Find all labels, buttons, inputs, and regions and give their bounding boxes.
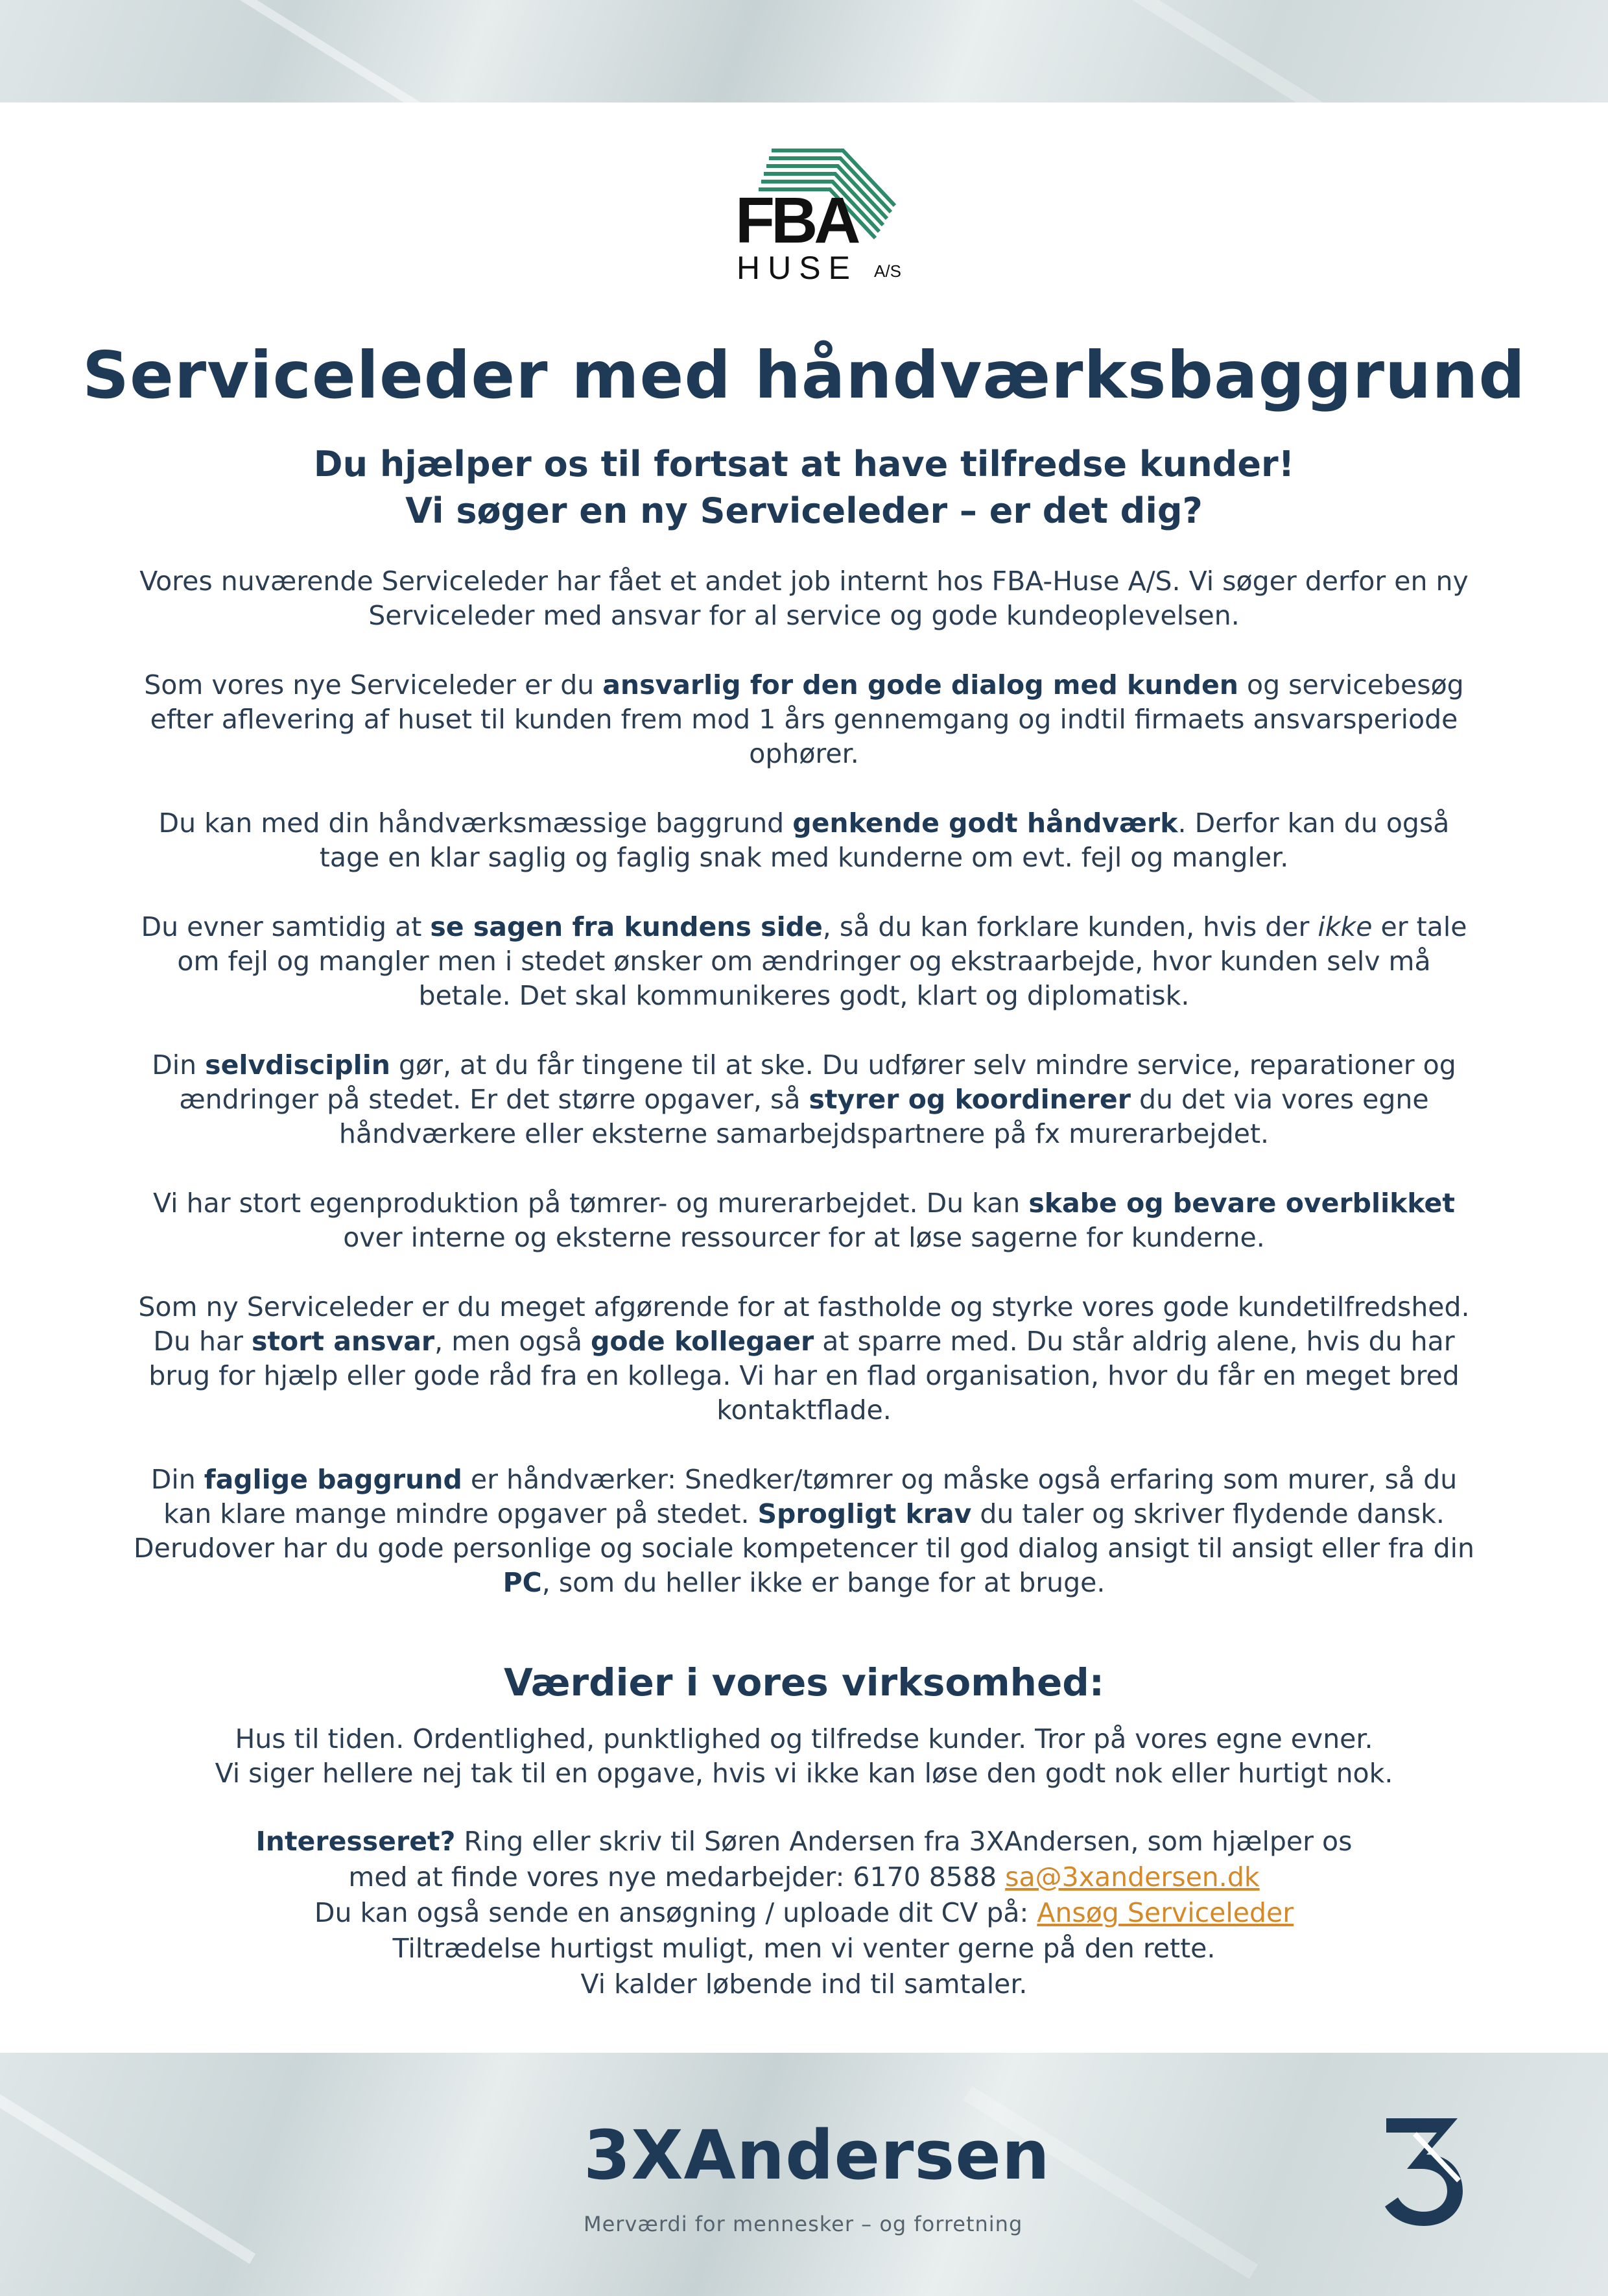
paragraph-emphasis: PC <box>503 1567 542 1598</box>
paragraph-text: er håndværker: Snedker/tømrer og måske også erfaring som murer, så du kan klare mange mindre opgaver på stedet. <box>163 1464 1458 1529</box>
paragraph-text: Som ny Serviceleder er du meget afgørende for at fastholde og styrke vores gode kundetilfredshed. Du har <box>138 1291 1470 1357</box>
paragraph-emphasis: styrer og koordinerer <box>809 1084 1131 1115</box>
contact-phone-text: med at finde vores nye medarbejder: 6170 8588 <box>348 1861 1006 1893</box>
logo-fba-text: FBA <box>735 184 857 257</box>
job-description <box>130 564 1478 1635</box>
interview-text: Vi kalder løbende ind til samtaler. <box>580 1968 1028 2000</box>
paragraph-emphasis: faglige baggrund <box>204 1464 462 1495</box>
apply-link[interactable]: Ansøg Serviceleder <box>1037 1897 1294 1928</box>
paragraph-text: Du kan med din håndværksmæssige baggrund <box>158 807 793 839</box>
contact-section <box>130 1824 1478 2002</box>
header-band <box>0 0 1608 102</box>
start-date-text: Tiltrædelse hurtigst muligt, men vi venter gerne på den rette. <box>392 1933 1216 1964</box>
contact-line <box>130 1895 1478 1931</box>
paragraph-emphasis: stort ansvar <box>252 1326 435 1357</box>
contact-line <box>130 1824 1478 1860</box>
paragraph-text: og servicebesøg efter aflevering af huset til kunden frem mod 1 års gennemgang og indtil firmaets ansvarsperiode ophører. <box>150 669 1464 769</box>
paragraph-emphasis: Sprogligt krav <box>757 1498 972 1529</box>
paragraph <box>130 1290 1478 1428</box>
paragraph <box>130 668 1478 771</box>
paragraph-emphasis: selvdisciplin <box>205 1049 390 1081</box>
values-heading: Værdier i vores virksomhed: <box>503 1660 1105 1704</box>
3xandersen-mark-icon <box>1381 2114 1465 2228</box>
paragraph-text: Vores nuværende Serviceleder har fået et andet job internt hos FBA-Huse A/S. Vi søger derfor en ny Serviceleder med ansvar for al service og gode kundeoplevelsen. <box>139 566 1469 631</box>
paragraph-text: Som vores nye Serviceleder er du <box>144 669 603 700</box>
paragraph-text: Du evner samtidig at <box>141 911 431 942</box>
paragraph <box>130 564 1478 633</box>
paragraph-emphasis: ansvarlig for den gode dialog med kunden <box>602 669 1238 700</box>
page-title: Serviceleder med håndværksbaggrund <box>82 337 1526 413</box>
paragraph-text: , så du kan forklare kunden, hvis der <box>822 911 1318 942</box>
paragraph-text: over interne og eksterne ressourcer for at løse sagerne for kunderne. <box>343 1222 1265 1253</box>
footer-tagline: Merværdi for mennesker – og forretning <box>584 2212 1023 2236</box>
paragraph-emphasis: se sagen fra kundens side <box>430 911 823 942</box>
email-link[interactable]: sa@3xandersen.dk <box>1005 1861 1260 1893</box>
values-line: Vi siger hellere nej tak til en opgave, hvis vi ikke kan løse den godt nok eller hurtigt nok. <box>215 1758 1393 1789</box>
logo-huse-text: HUSE <box>737 250 858 286</box>
subtitle <box>0 441 1608 534</box>
logo-suffix-text: A/S <box>874 261 901 281</box>
interested-label: Interesseret? <box>255 1826 456 1857</box>
paragraph-text: , som du heller ikke er bange for at bruge. <box>541 1567 1106 1598</box>
paragraph-text: er tale om fejl og mangler men i stedet ønsker om ændringer og ekstraarbejde, hvor kunden selv må betale. Det skal kommunikeres godt, klart og diplomatisk. <box>177 911 1467 1011</box>
subtitle-line: Vi søger en ny Serviceleder – er det dig? <box>405 490 1203 531</box>
paragraph <box>130 910 1478 1013</box>
paragraph-text: . Derfor kan du også tage en klar saglig og faglig snak med kunderne om evt. fejl og mangler. <box>319 807 1450 873</box>
paragraph-text: Din <box>152 1049 206 1081</box>
paragraph <box>130 806 1478 875</box>
paragraph-emphasis: genkende godt håndværk <box>792 807 1178 839</box>
paragraph-emphasis: gode kollegaer <box>591 1326 814 1357</box>
apply-text: Du kan også sende en ansøgning / uploade dit CV på: <box>314 1897 1037 1928</box>
footer-brand: 3XAndersen <box>584 2116 1050 2195</box>
contact-lead-text: Ring eller skriv til Søren Andersen fra 3XAndersen, som hjælper os <box>455 1826 1353 1857</box>
paragraph-text: gør, at du får tingene til at ske. Du udfører selv mindre service, reparationer og ændringer på stedet. Er det større opgaver, så <box>179 1049 1456 1115</box>
paragraph-text: du det via vores egne håndværkere eller eksterne samarbejdspartnere på fx murerarbejdet. <box>338 1084 1429 1149</box>
values-text <box>130 1722 1478 1791</box>
paragraph-text: at sparre med. Du står aldrig alene, hvis du har brug for hjælp eller gode råd fra en kollega. Vi har en flad organisation, hvor du får en meget bred kontaktflade. <box>148 1326 1460 1426</box>
paragraph <box>130 1186 1478 1255</box>
subtitle-line: Du hjælper os til fortsat at have tilfredse kunder! <box>313 444 1295 484</box>
paragraph-italic: ikke <box>1318 911 1373 942</box>
contact-line <box>130 1860 1478 1895</box>
paragraph-text: Din <box>150 1464 204 1495</box>
paragraph-text: Vi har stort egenproduktion på tømrer- og murerarbejdet. Du kan <box>153 1188 1029 1219</box>
paragraph <box>130 1463 1478 1600</box>
paragraph <box>130 1048 1478 1151</box>
fba-huse-logo <box>733 144 901 287</box>
paragraph-text: , men også <box>434 1326 591 1357</box>
paragraph-text: du taler og skriver flydende dansk. Derudover har du gode personlige og sociale kompetencer til god dialog ansigt til ansigt eller fra din <box>134 1498 1474 1564</box>
paragraph-emphasis: skabe og bevare overblikket <box>1028 1188 1455 1219</box>
values-line: Hus til tiden. Ordentlighed, punktlighed og tilfredse kunder. Tror på vores egne evner. <box>235 1723 1373 1754</box>
